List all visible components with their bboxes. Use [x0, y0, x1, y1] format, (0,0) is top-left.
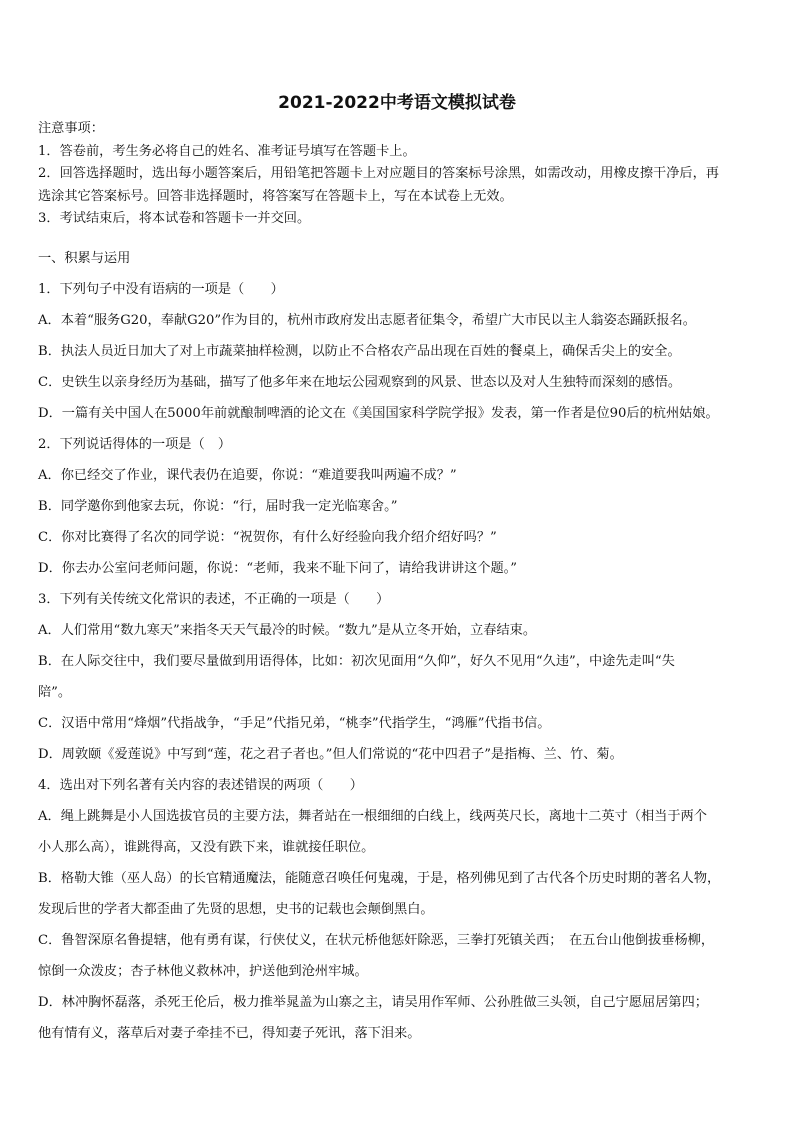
option-line: B．执法人员近日加大了对上市蔬菜抽样检测，以防止不合格农产品出现在百姓的餐桌上，确保舌尖上的安全。 [38, 344, 681, 359]
notice-heading: 注意事项： [38, 121, 104, 136]
section-accumulation [38, 243, 760, 1049]
notice-item: 选涂其它答案标号。回答非选择题时，将答案写在答题卡上，写在本试卷上无效。 [38, 188, 513, 204]
option-line: D．一篇有关中国人在5000年前就酿制啤酒的论文在《美国国家科学院学报》发表，第一作者是位90后的杭州姑娘。 [38, 406, 719, 421]
option-line: D．你去办公室问老师问题，你说：“老师，我来不耻下问了，请给我讲讲这个题。” [38, 561, 518, 576]
option-line-continued: 发现后世的学者大都歪曲了先贤的思想，史书的记载也会颠倒黑白。 [38, 902, 434, 917]
question-stem: 3．下列有关传统文化常识的表述，不正确的一项是（ ） [38, 592, 390, 607]
option-line-continued: 陪”。 [38, 685, 72, 700]
option-line: C．鲁智深原名鲁提辖，他有勇有谋，行侠仗义，在状元桥他惩奸除恶，三拳打死镇关西； 在五台山他倒拔垂杨柳， [38, 933, 715, 948]
option-line: C．史铁生以亲身经历为基础，描写了他多年来在地坛公园观察到的风景、世态以及对人生独特而深刻的感悟。 [38, 375, 682, 390]
option-line: C．汉语中常用“烽烟”代指战争，“手足”代指兄弟，“桃李”代指学生，“鸿雁”代指书信。 [38, 716, 551, 731]
option-line: D．周敦颐《爱莲说》中写到“莲，花之君子者也。”但人们常说的“花中四君子”是指梅、兰、竹、菊。 [38, 747, 623, 762]
question-stem: 1．下列句子中没有语病的一项是（ ） [38, 282, 284, 297]
page-title: 2021-2022中考语文模拟试卷 [278, 93, 516, 113]
question-stem: 2．下列说话得体的一项是（ ） [38, 437, 232, 452]
option-line-continued: 惊倒一众泼皮；杏子林他义救林冲，护送他到沧州牢城。 [38, 964, 368, 979]
option-line: A．绳上跳舞是小人国选拔官员的主要方法，舞者站在一根细细的白线上，线两英尺长，离地十二英寸（相当于两个 [38, 809, 707, 824]
option-line-continued: 小人那么高），谁跳得高，又没有跌下来，谁就接任职位。 [38, 840, 375, 855]
notice-item: 1．答卷前，考生务必将自己的姓名、准考证号填写在答题卡上。 [38, 143, 416, 159]
option-line: B．格勒大锥（巫人岛）的长官精通魔法，能随意召唤任何鬼魂，于是，格列佛见到了古代各个历史时期的著名人物， [38, 871, 721, 886]
option-line: C．你对比赛得了名次的同学说：“祝贺你，有什么好经验向我介绍介绍好吗？” [38, 530, 497, 545]
option-line: A．人们常用“数九寒天”来指冬天天气最冷的时候。“数九”是从立冬开始，立春结束。 [38, 623, 537, 638]
section-heading: 一、积累与运用 [38, 251, 131, 266]
option-line: B．在人际交往中，我们要尽量做到用语得体，比如：初次见面用“久仰”，好久不见用“久违”，中途先走叫“失 [38, 654, 675, 669]
notice-item: 3．考试结束后，将本试卷和答题卡一并交回。 [38, 211, 311, 226]
notice-item: 2．回答选择题时，选出每小题答案后，用铅笔把答题卡上对应题目的答案标号涂黑，如需改动，用橡皮擦干净后，再 [38, 166, 719, 181]
option-line: B．同学邀你到他家去玩，你说：“行，届时我一定光临寒舍。” [38, 499, 398, 514]
option-line: A．本着“服务G20，奉献G20”作为目的，杭州市政府发出志愿者征集令，希望广大市民以主人翁姿态踊跃报名。 [38, 313, 696, 328]
option-line-continued: 他有情有义，落草后对妻子牵挂不已，得知妻子死讯，落下泪来。 [38, 1026, 421, 1041]
option-line: D．林冲胸怀磊落，杀死王伦后，极力推举晁盖为山寨之主，请吴用作军师、公孙胜做三头领，自己宁愿屈居第四； [38, 995, 708, 1010]
option-line: A．你已经交了作业，课代表仍在追要，你说：“难道要我叫两遍不成？” [38, 468, 457, 483]
question-stem: 4．选出对下列名著有关内容的表述错误的两项（ ） [38, 778, 363, 793]
notice-block [38, 118, 760, 231]
